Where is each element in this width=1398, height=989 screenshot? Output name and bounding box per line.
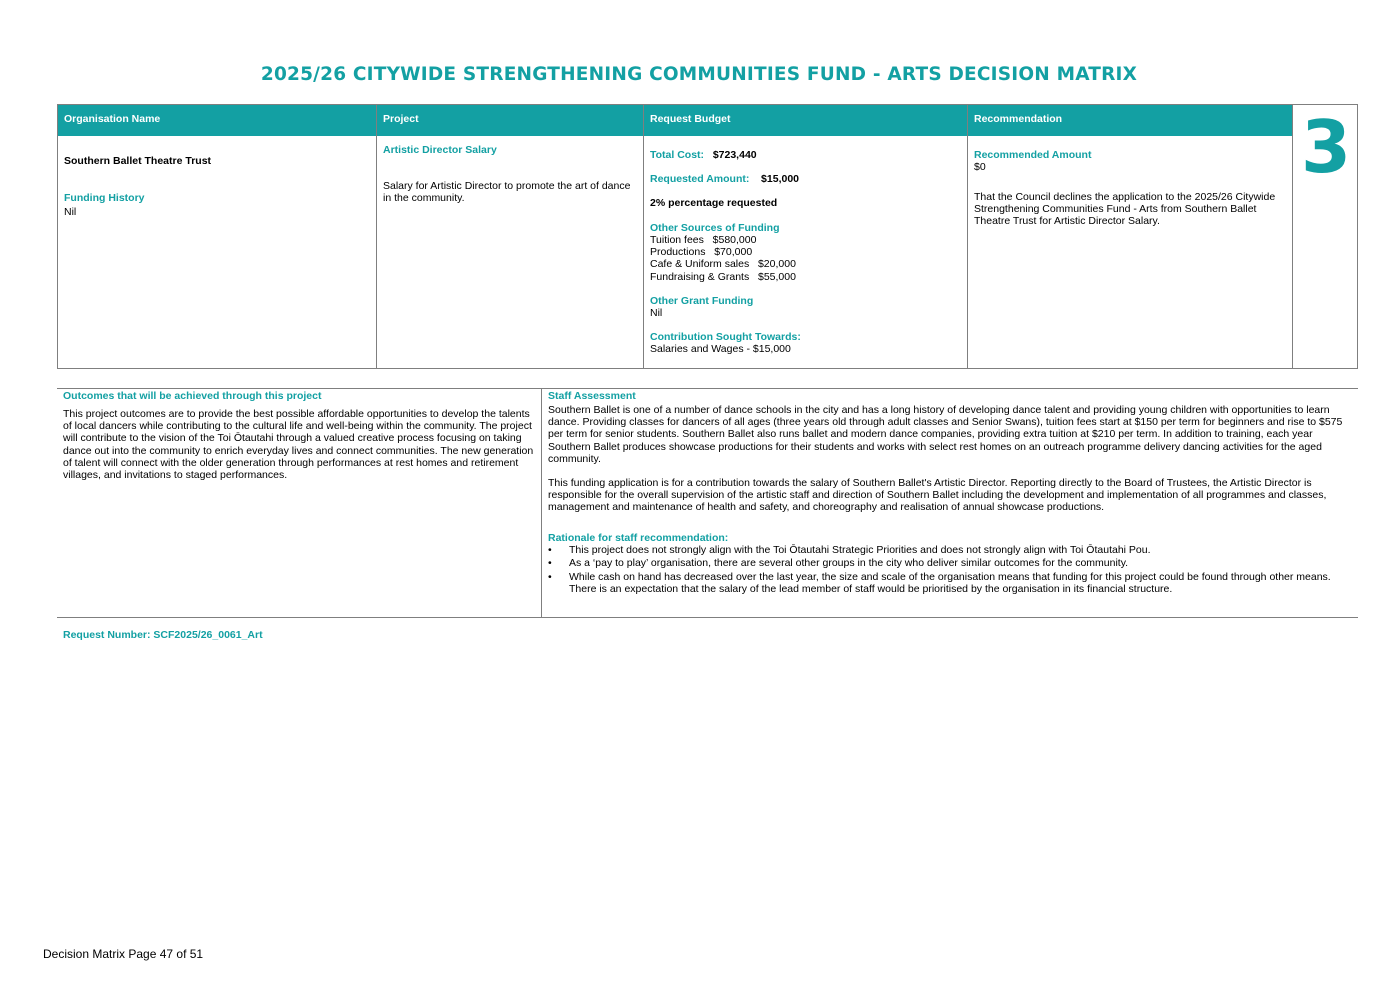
staff-assessment-paragraph-2: This funding application is for a contribution towards the salary of Southern Ballet's Artistic Director. Reporting directly to the Board of Trustees, the Artistic Director is responsible for the overall supervision of the artistic staff and direction of Southern Ballet including the development and implementation of all programmes and classes, management and maintenance of health and safety, and choreography and realisation of annual showcase productions. [548,477,1327,514]
request-number: Request Number: SCF2025/26_0061_Art [63,629,263,641]
contribution-value: Salaries and Wages - $15,000 [650,342,791,355]
funding-history-value: Nil [64,206,77,218]
rationale-item: • This project does not strongly align with the Toi Ōtautahi Strategic Priorities and does not strongly align with Toi Ōtautahi Pou. [548,544,1352,557]
rationale-item: • As a ‘pay to play’ organisation, there are several other groups in the city who deliver similar outcomes for the community. [548,557,1352,570]
page-footer: Decision Matrix Page 47 of 51 [43,947,204,961]
other-sources-label: Other Sources of Funding [650,222,780,234]
rationale-item: • While cash on hand has decreased over the last year, the size and scale of the organisation means that funding for this project could be found through other means. There is an expectation that the salary of the lead member of staff would be prioritised by the organisation in its financial structure. [548,571,1352,596]
total-cost-row [650,149,961,161]
recommendation-column [967,105,1292,368]
assessment-section [57,388,1358,618]
requested-amount-value: $15,000 [761,173,800,185]
other-grant-value: Nil [650,306,663,319]
project-title: Artistic Director Salary [383,144,497,156]
organisation-name: Southern Ballet Theatre Trust [64,155,212,167]
recommendation-text: That the Council declines the application to the 2025/26 Citywide Strengthening Communities Fund - Arts from Southern Ballet Theatre Trust for Artistic Director Salary. [974,191,1276,228]
other-source-item: Productions $70,000 [650,246,753,259]
total-cost-label: Total Cost: [650,149,705,161]
other-sources-list [650,234,961,283]
rationale-label: Rationale for staff recommendation: [548,531,729,544]
rank-number: 3 [1300,105,1352,189]
recommended-amount-value: $0 [974,161,986,173]
recommendation-header: Recommendation [968,105,1292,136]
organisation-header: Organisation Name [58,105,376,136]
budget-header: Request Budget [644,105,967,136]
project-column [376,105,643,368]
recommended-amount-label: Recommended Amount [974,149,1092,161]
page-title: 2025/26 CITYWIDE STRENGTHENING COMMUNITIES FUND - ARTS DECISION MATRIX [260,64,1138,85]
staff-assessment-column [541,389,1358,617]
requested-amount-row [650,173,961,185]
staff-assessment-label: Staff Assessment [548,390,636,402]
requested-amount-label: Requested Amount: [650,173,750,185]
contribution-label: Contribution Sought Towards: [650,330,801,343]
outcomes-label: Outcomes that will be achieved through this project [63,390,322,402]
rank-column [1292,105,1358,368]
percentage-requested: 2% percentage requested [650,197,778,209]
project-header: Project [377,105,643,136]
other-source-item: Fundraising & Grants $55,000 [650,270,796,283]
funding-history-label: Funding History [64,192,145,204]
outcomes-column [57,389,541,617]
project-description: Salary for Artistic Director to promote the art of dance in the community. [383,180,631,205]
total-cost-value: $723,440 [712,149,757,161]
staff-assessment-paragraph-1: Southern Ballet is one of a number of dance schools in the city and has a long history of developing dance talent and providing young children with opportunities to learn dance. Providing classes for dancers of all ages (three years old through adult classes and Senior Swans), tuition fees start at $150 per term for beginners and rise to $575 per term for senior students. Southern Ballet also runs ballet and modern dance companies, providing extra tuition at $210 per term. In addition to training, each year Southern Ballet produces showcase productions for their students and works with select rest homes on an outreach programme delivery dancing activities for the aged community. [548,404,1343,465]
organisation-column [58,105,376,368]
budget-column [643,105,967,368]
rationale-list [548,544,1352,596]
other-grant-label: Other Grant Funding [650,294,754,307]
other-source-item: Tuition fees $580,000 [650,234,757,246]
other-source-item: Cafe & Uniform sales $20,000 [650,258,796,271]
decision-matrix-table [57,104,1358,369]
outcomes-text: This project outcomes are to provide the best possible affordable opportunities to develop the talents of local dancers while contributing to the cultural life and well-being within the community. The project will contribute to the vision of the Toi Ōtautahi through a valued creative process focusing on taking dance out into the community to enrich everyday lives and connect communities. The new generation of talent will connect with the older generation through performances at rest homes and retirement villages, and invitations to staged performances. [63,408,534,482]
